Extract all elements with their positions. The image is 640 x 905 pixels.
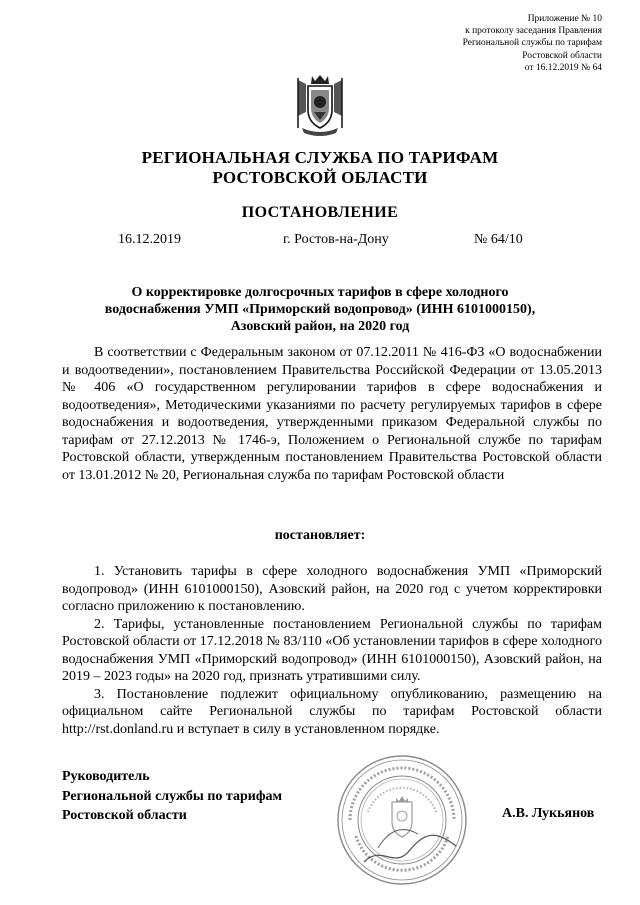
coat-of-arms-icon (292, 72, 348, 138)
signatory-title-line: Ростовской области (62, 808, 187, 823)
preamble (62, 344, 602, 484)
document-city: г. Ростов-на-Дону (283, 232, 389, 247)
resolution-item-1: 1. Установить тарифы в сфере холодного водоснабжения УМП «Приморский водопровод» (ИНН 6101000150), Азовский район, на 2020 год с учетом корректировки согласно приложению к постановлению. (62, 564, 602, 614)
document-subject (70, 284, 570, 335)
signatory-title-line: Руководитель (62, 769, 150, 784)
document-number: № 64/10 (474, 232, 523, 247)
appendix-note (463, 13, 602, 74)
appendix-line: Приложение № 10 (527, 14, 602, 24)
resolution-item-3: 3. Постановление подлежит официальному опубликованию, размещению на официальном сайте Региональной службы по тарифам Ростовской области http://rst.donland.ru и вступает в силу в установленном порядке. (62, 686, 602, 737)
official-seal-icon (334, 752, 470, 888)
appendix-line: от 16.12.2019 № 64 (524, 62, 602, 73)
appendix-line: к протоколу заседания Правления (465, 26, 602, 37)
preamble-paragraph: В соответствии с Федеральным законом от 07.12.2011 № 416-ФЗ «О водоснабжении и водоотведении», постановлением Правительства Российской Федерации от 13.05.2013 № 406 «О государственном регулировании тарифов в сфере водоснабжения и водоотведения», Методическими указаниями по расчету регулируемых тарифов в сфере водоснабжения и водоотведения, утвержденными приказом Федеральной службы по тарифам от 27.12.2013 № 1746-э, Положением о Региональной службе по тарифам Ростовской области, утвержденным постановлением Правительства Ростовской области от 13.01.2012 № 20, Региональная служба по тарифам Ростовской области (62, 345, 602, 483)
subject-line: водоснабжения УМП «Приморский водопровод» (ИНН 6101000150), (104, 302, 536, 317)
document-type: ПОСТАНОВЛЕНИЕ (241, 204, 399, 221)
org-name-line1: РЕГИОНАЛЬНАЯ СЛУЖБА ПО ТАРИФАМ (141, 148, 499, 167)
signatory-name: А.В. Лукьянов (502, 806, 595, 821)
signatory-title (62, 767, 282, 826)
org-name-line2: РОСТОВСКОЙ ОБЛАСТИ (212, 168, 428, 187)
signatory-title-line: Региональной службы по тарифам (62, 788, 283, 804)
resolution-item-2: 2. Тарифы, установленные постановлением Региональной службы по тарифам Ростовской области от 17.12.2018 № 83/110 «Об установлении тарифов в сфере холодного водоснабжения УМП «Приморский водопровод» (ИНН 6101000150), Азовский район, на 2019 – 2023 годы» на 2020 год, признать утратившими силу. (62, 616, 602, 684)
subject-line: Азовский район, на 2020 год (230, 319, 410, 334)
subject-line: О корректировке долгосрочных тарифов в сфере холодного (131, 285, 509, 300)
resolution-items (62, 563, 602, 738)
document-date: 16.12.2019 (118, 232, 181, 247)
resolves-heading: постановляет: (274, 528, 366, 543)
appendix-line: Региональной службы по тарифам (462, 38, 602, 49)
appendix-line: Ростовской области (522, 50, 602, 61)
